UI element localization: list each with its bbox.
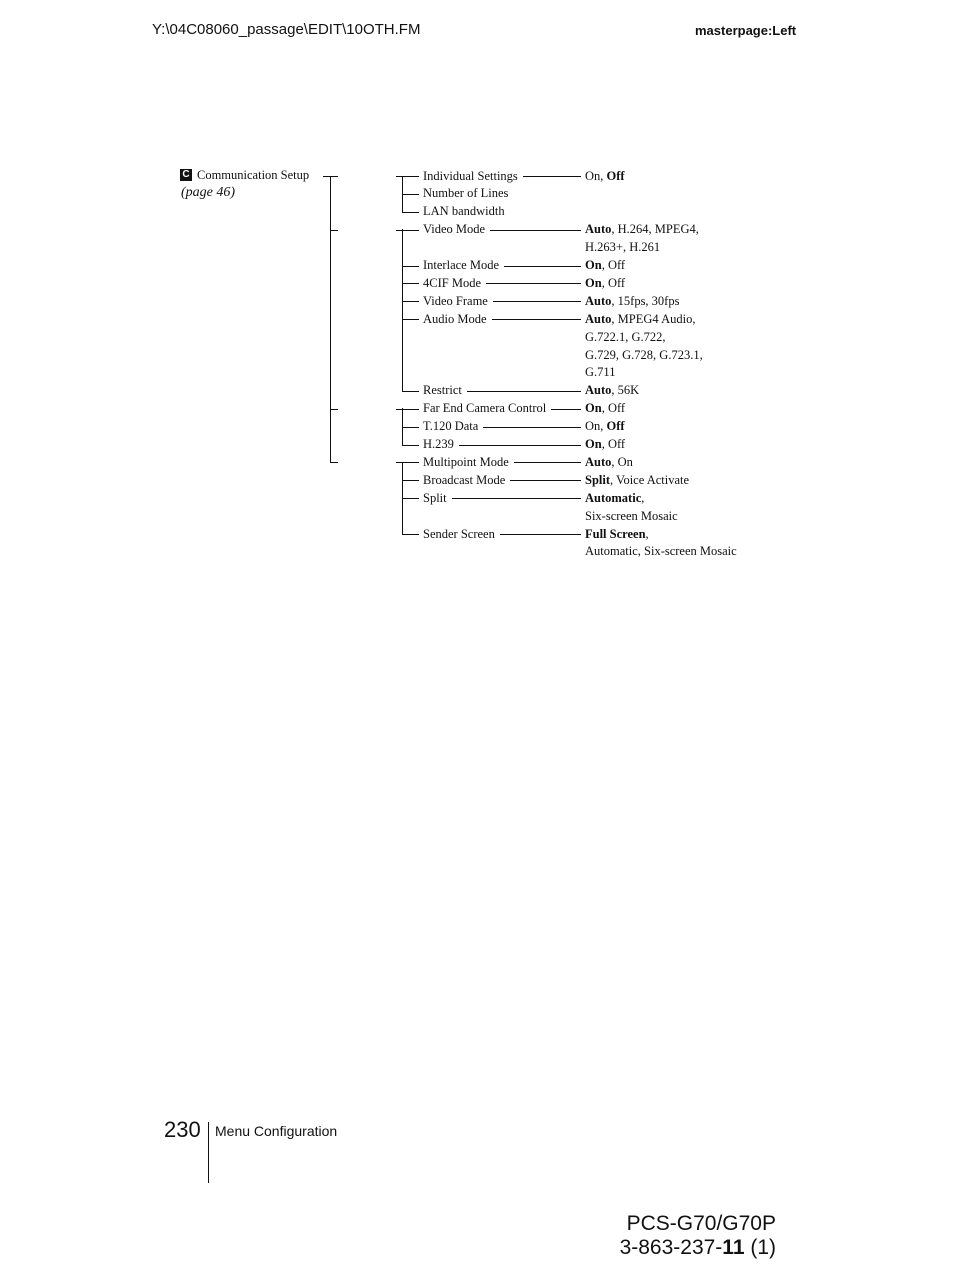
page-reference: (page 46) [181, 185, 236, 200]
menu-item-label: Sender Screen [423, 526, 495, 541]
menu-item-label: Broadcast Mode [423, 472, 506, 487]
tree-connector [396, 409, 419, 410]
tree-connector [402, 229, 403, 391]
menu-item-value [585, 330, 666, 344]
menu-item-label: Far End Camera Control [423, 401, 547, 416]
tree-connector [402, 391, 419, 392]
page-number: 230 [164, 1117, 201, 1142]
menu-item-label: Split [423, 490, 447, 505]
menu-item-label: Video Mode [423, 222, 486, 237]
value-default: On [585, 258, 602, 272]
menu-item-label: LAN bandwidth [423, 204, 505, 219]
menu-item-label: Audio Mode [423, 311, 487, 326]
value-option: On, [585, 419, 607, 434]
value-option: G.729, G.728, G.723.1, [585, 347, 703, 362]
menu-item-value [585, 455, 633, 469]
value-option: , Off [601, 437, 626, 451]
tree-connector [467, 391, 581, 392]
document-code-bold: 11 [722, 1236, 745, 1259]
value-default: Split [585, 472, 611, 487]
value-option: H.263+, H.261 [585, 240, 661, 255]
tree-connector [330, 176, 331, 463]
menu-item-value [585, 509, 678, 523]
tree-connector [514, 462, 581, 463]
menu-item-value [585, 240, 660, 254]
value-option: G.722.1, G.722, [585, 329, 666, 344]
value-option: Automatic, Six-screen Mosaic [585, 544, 737, 559]
value-option: , MPEG4 Audio, [611, 311, 696, 326]
tree-connector [402, 534, 419, 535]
tree-connector [330, 462, 338, 463]
value-option: , [641, 490, 645, 505]
model-number: PCS-G70/G70P [626, 1212, 776, 1235]
menu-item-value [585, 276, 625, 290]
menu-item-value [585, 348, 703, 362]
tree-connector [402, 427, 419, 428]
value-default: On [585, 275, 602, 290]
tree-connector [551, 409, 581, 410]
menu-item-label: Individual Settings [423, 168, 518, 183]
value-default: Auto [585, 293, 612, 308]
tree-connector [483, 427, 581, 428]
menu-item-value [585, 401, 625, 415]
value-default: Auto [585, 222, 612, 237]
menu-item-label: Number of Lines [423, 186, 509, 201]
menu-item-value [585, 491, 644, 505]
value-option: , 56K [611, 383, 640, 398]
menu-item-value [585, 527, 649, 541]
tree-connector [523, 176, 581, 177]
tree-connector [330, 230, 338, 231]
section-letter-badge: C [180, 169, 192, 181]
header-masterpage: masterpage:Left [695, 23, 797, 38]
menu-item-value [585, 437, 625, 451]
tree-connector [402, 498, 419, 499]
value-default: Auto [585, 454, 612, 469]
value-default: Auto [585, 311, 612, 326]
value-option: , 15fps, 30fps [611, 293, 680, 308]
menu-item-value [585, 222, 699, 236]
value-option: , [645, 526, 649, 541]
value-default: Automatic [585, 490, 642, 505]
document-code-prefix: 3-863-237- [619, 1236, 723, 1259]
tree-connector [402, 212, 419, 213]
menu-item-value [585, 419, 625, 433]
menu-item-value [585, 169, 625, 183]
tree-connector [492, 319, 581, 320]
value-default: On [585, 401, 602, 416]
header-file-path: Y:\04C08060_passage\EDIT\10OTH.FM [152, 21, 421, 38]
value-default: On [585, 437, 602, 451]
menu-item-value [585, 294, 679, 308]
menu-item-value [585, 544, 737, 558]
tree-connector [402, 194, 419, 195]
value-default: Off [606, 419, 625, 434]
tree-connector [459, 445, 581, 446]
menu-item-label: 4CIF Mode [423, 275, 481, 290]
tree-connector [396, 230, 419, 231]
tree-connector [402, 301, 419, 302]
value-option: , Off [601, 275, 626, 290]
footer-section-title: Menu Configuration [215, 1123, 338, 1139]
document-code [620, 1236, 776, 1260]
tree-connector [396, 462, 419, 463]
menu-item-value [585, 312, 695, 326]
value-option: G.711 [585, 365, 616, 380]
footer-divider [208, 1122, 209, 1183]
menu-item-label: Interlace Mode [423, 258, 500, 272]
menu-item-label: H.239 [423, 437, 454, 451]
value-option: Six-screen Mosaic [585, 508, 678, 523]
value-option: , Voice Activate [610, 472, 690, 487]
menu-item-value [585, 473, 689, 487]
menu-item-value [585, 258, 625, 272]
value-option: On [585, 168, 601, 183]
tree-connector [490, 230, 581, 231]
value-option: , H.264, MPEG4, [611, 222, 699, 237]
menu-root-title: Communication Setup [197, 168, 310, 182]
value-option: , On [611, 454, 633, 469]
menu-item-label: Multipoint Mode [423, 454, 509, 469]
tree-connector [402, 445, 419, 446]
tree-connector [402, 319, 419, 320]
value-default: Full Screen [585, 526, 646, 541]
menu-item-label: T.120 Data [423, 419, 479, 434]
tree-connector [402, 266, 419, 267]
value-option: , Off [601, 258, 626, 272]
menu-item-label: Video Frame [423, 293, 488, 308]
value-default: Off [606, 168, 625, 183]
tree-connector [452, 498, 581, 499]
document-code-suffix: (1) [744, 1236, 776, 1259]
menu-item-value [585, 365, 615, 379]
menu-item-label: Restrict [423, 383, 462, 398]
tree-connector [396, 176, 419, 177]
value-default: Auto [585, 383, 612, 398]
tree-connector [330, 409, 338, 410]
value-option: , [600, 168, 607, 183]
tree-connector [402, 283, 419, 284]
menu-item-value [585, 383, 639, 397]
tree-connector [493, 301, 581, 302]
tree-connector [510, 480, 581, 481]
tree-connector [500, 534, 581, 535]
tree-connector [486, 283, 581, 284]
tree-connector [504, 266, 581, 267]
value-option: , Off [601, 401, 626, 416]
tree-connector [402, 480, 419, 481]
